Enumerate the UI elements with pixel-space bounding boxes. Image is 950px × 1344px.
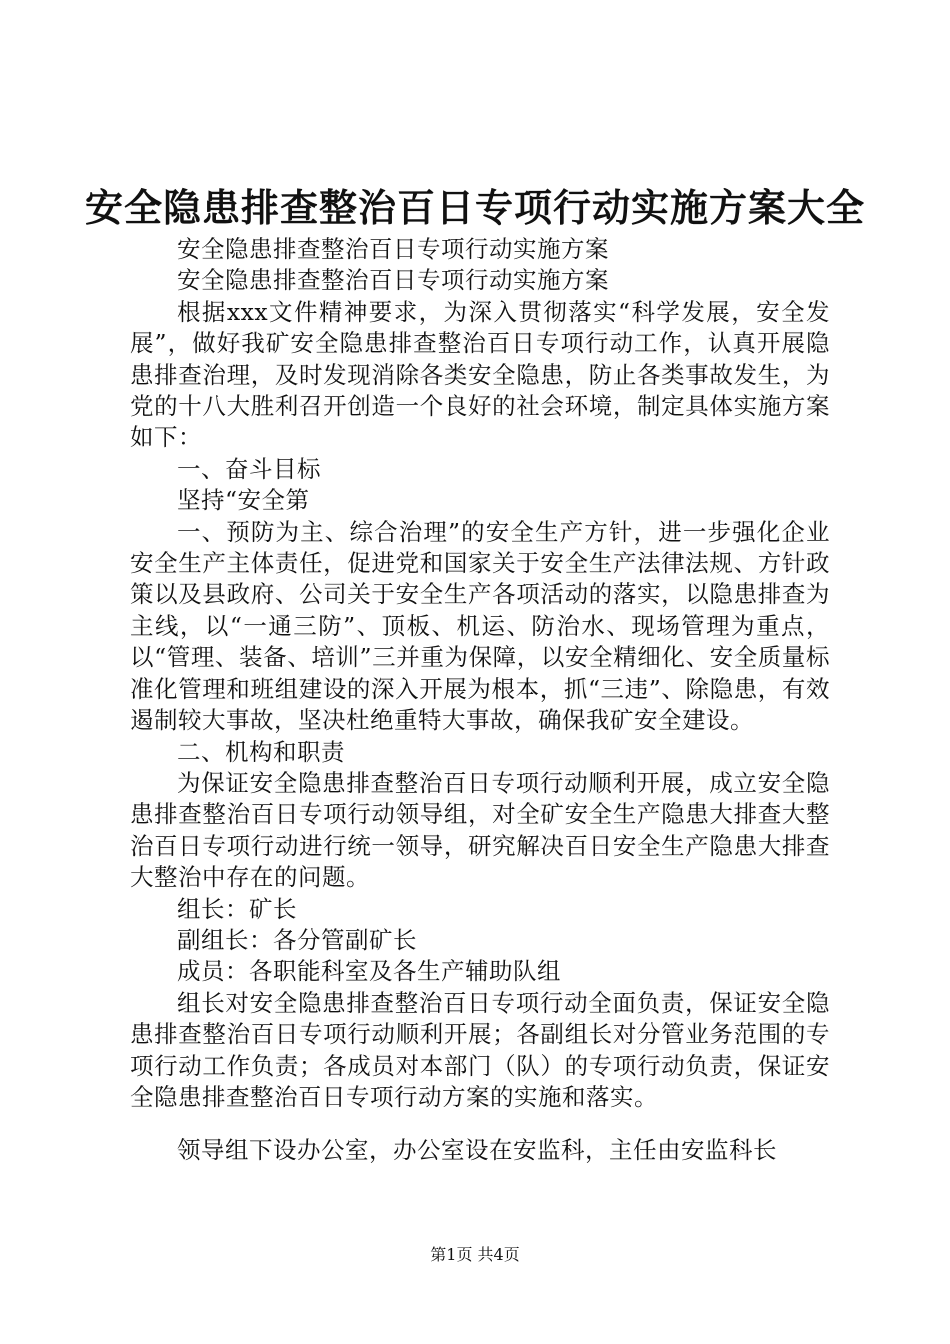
paragraph-deputy-leader: 副组长：各分管副矿长 xyxy=(177,925,417,954)
page-footer: 第1页 共4页 xyxy=(430,1245,520,1264)
paragraph-goal-body: 一、预防为主、综合治理”的安全生产方针，进一步强化企业安全生产主体责任，促进党和国家关于安全生产法律法规、方针政策以及县政府、公司关于安全生产各项活动的落实，以隐患排查为主线，以“一通三防”、顶板、机运、防治水、现场管理为重点，以“管理、装备、培训”三并重为保障，以安全精细化、安全质量标准化管理和班组建设的深入开展为根本，抓“三违”、除隐患，有效遏制较大事故，坚决杜绝重特大事故，确保我矿安全建设。 xyxy=(130,517,830,735)
paragraph-intro: 根据xxx文件精神要求，为深入贯彻落实“科学发展，安全发展”，做好我矿安全隐患排查整治百日专项行动工作，认真开展隐患排查治理，及时发现消除各类安全隐患，防止各类事故发生，为党的十八大胜利召开创造一个良好的社会环境，制定具体实施方案如下： xyxy=(130,297,830,452)
heading-organization: 二、机构和职责 xyxy=(177,737,345,766)
document-title: 安全隐患排查整治百日专项行动实施方案大全 xyxy=(84,185,865,230)
paragraph-leader: 组长：矿长 xyxy=(177,894,297,923)
paragraph-organization: 为保证安全隐患排查整治百日专项行动顺利开展，成立安全隐患排查整治百日专项行动领导组，对全矿安全生产隐患大排查大整治百日专项行动进行统一领导，研究解决百日安全生产隐患大排查大整治中存在的问题。 xyxy=(130,768,830,892)
paragraph-office: 领导组下设办公室，办公室设在安监科，主任由安监科长 xyxy=(177,1136,777,1165)
paragraph-members: 成员：各职能科室及各生产辅助队组 xyxy=(177,957,561,986)
document-body xyxy=(130,234,830,1167)
paragraph-responsibilities: 组长对安全隐患排查整治百日专项行动全面负责，保证安全隐患排查整治百日专项行动顺利开展；各副组长对分管业务范围的专项行动工作负责；各成员对本部门（队）的专项行动负责，保证安全隐患排查整治百日专项行动方案的实施和落实。 xyxy=(130,988,830,1111)
paragraph-subtitle-1: 安全隐患排查整治百日专项行动实施方案 xyxy=(177,235,609,263)
paragraph-subtitle-2: 安全隐患排查整治百日专项行动实施方案 xyxy=(177,266,609,295)
heading-goals: 一、奋斗目标 xyxy=(177,454,321,483)
paragraph-goal-lead: 坚持“安全第 xyxy=(177,486,310,515)
